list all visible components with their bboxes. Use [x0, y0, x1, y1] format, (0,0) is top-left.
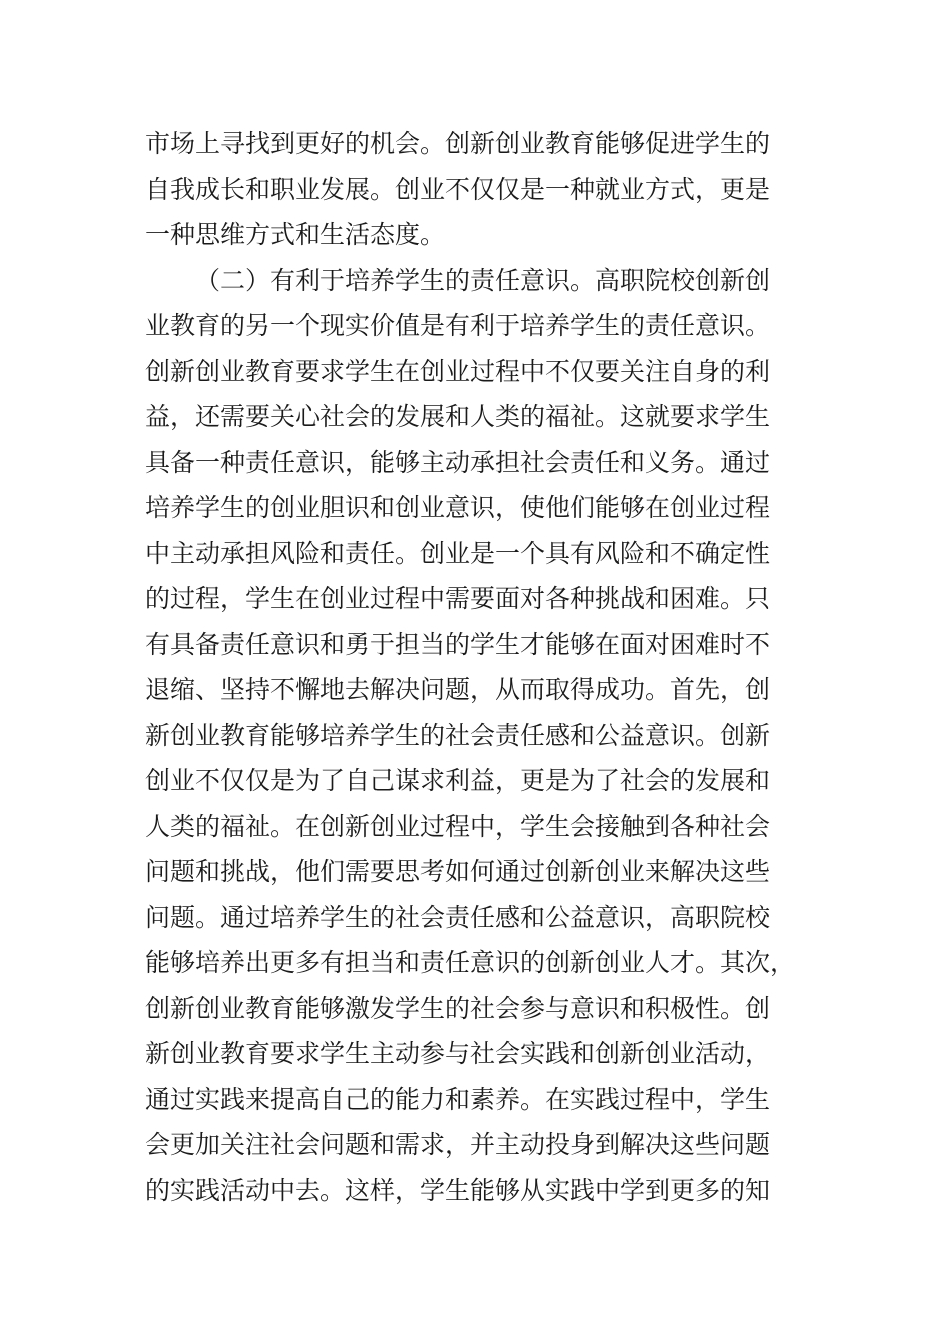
text-line: 自我成长和职业发展。创业不仅仅是一种就业方式，更是	[145, 174, 771, 204]
text-line: 人类的福祉。在创新创业过程中，学生会接触到各种社会	[145, 811, 771, 841]
text-line: 益，还需要关心社会的发展和人类的福祉。这就要求学生	[145, 402, 771, 431]
text-line: 通过实践来提高自己的能力和素养。在实践过程中，学生	[145, 1084, 771, 1114]
text-line: 创新创业教育能够激发学生的社会参与意识和积极性。创	[145, 993, 771, 1023]
text-line: 中主动承担风险和责任。创业是一个具有风险和不确定性	[145, 538, 771, 568]
section-heading-line: （二）有利于培养学生的责任意识。高职院校创新创	[195, 265, 771, 295]
text-line: 一种思维方式和生活态度。	[145, 220, 446, 249]
body-text	[145, 121, 825, 1213]
text-line: 业教育的另一个现实价值是有利于培养学生的责任意识。	[145, 311, 771, 340]
text-line: 会更加关注社会问题和需求，并主动投身到解决这些问题	[145, 1130, 771, 1159]
text-line: 创新创业教育要求学生在创业过程中不仅要关注自身的利	[145, 356, 771, 386]
text-line: 退缩、坚持不懈地去解决问题，从而取得成功。首先，创	[145, 675, 771, 704]
text-line: 的实践活动中去。这样，学生能够从实践中学到更多的知	[145, 1175, 771, 1205]
text-line: 具备一种责任意识，能够主动承担社会责任和义务。通过	[145, 447, 771, 477]
text-line: 新创业教育能够培养学生的社会责任感和公益意识。创新	[145, 720, 771, 750]
text-line: 问题。通过培养学生的社会责任感和公益意识，高职院校	[145, 902, 771, 932]
text-line: 能够培养出更多有担当和责任意识的创新创业人才。其次，	[145, 948, 796, 977]
text-line: 培养学生的创业胆识和创业意识，使他们能够在创业过程	[145, 493, 771, 522]
text-line: 创业不仅仅是为了自己谋求利益，更是为了社会的发展和	[145, 766, 771, 795]
text-line: 有具备责任意识和勇于担当的学生才能够在面对困难时不	[145, 629, 771, 659]
text-line: 新创业教育要求学生主动参与社会实践和创新创业活动，	[145, 1039, 771, 1068]
text-line: 问题和挑战，他们需要思考如何通过创新创业来解决这些	[145, 857, 771, 886]
text-line: 的过程，学生在创业过程中需要面对各种挑战和困难。只	[145, 584, 771, 613]
text-line: 市场上寻找到更好的机会。创新创业教育能够促进学生的	[145, 129, 771, 158]
